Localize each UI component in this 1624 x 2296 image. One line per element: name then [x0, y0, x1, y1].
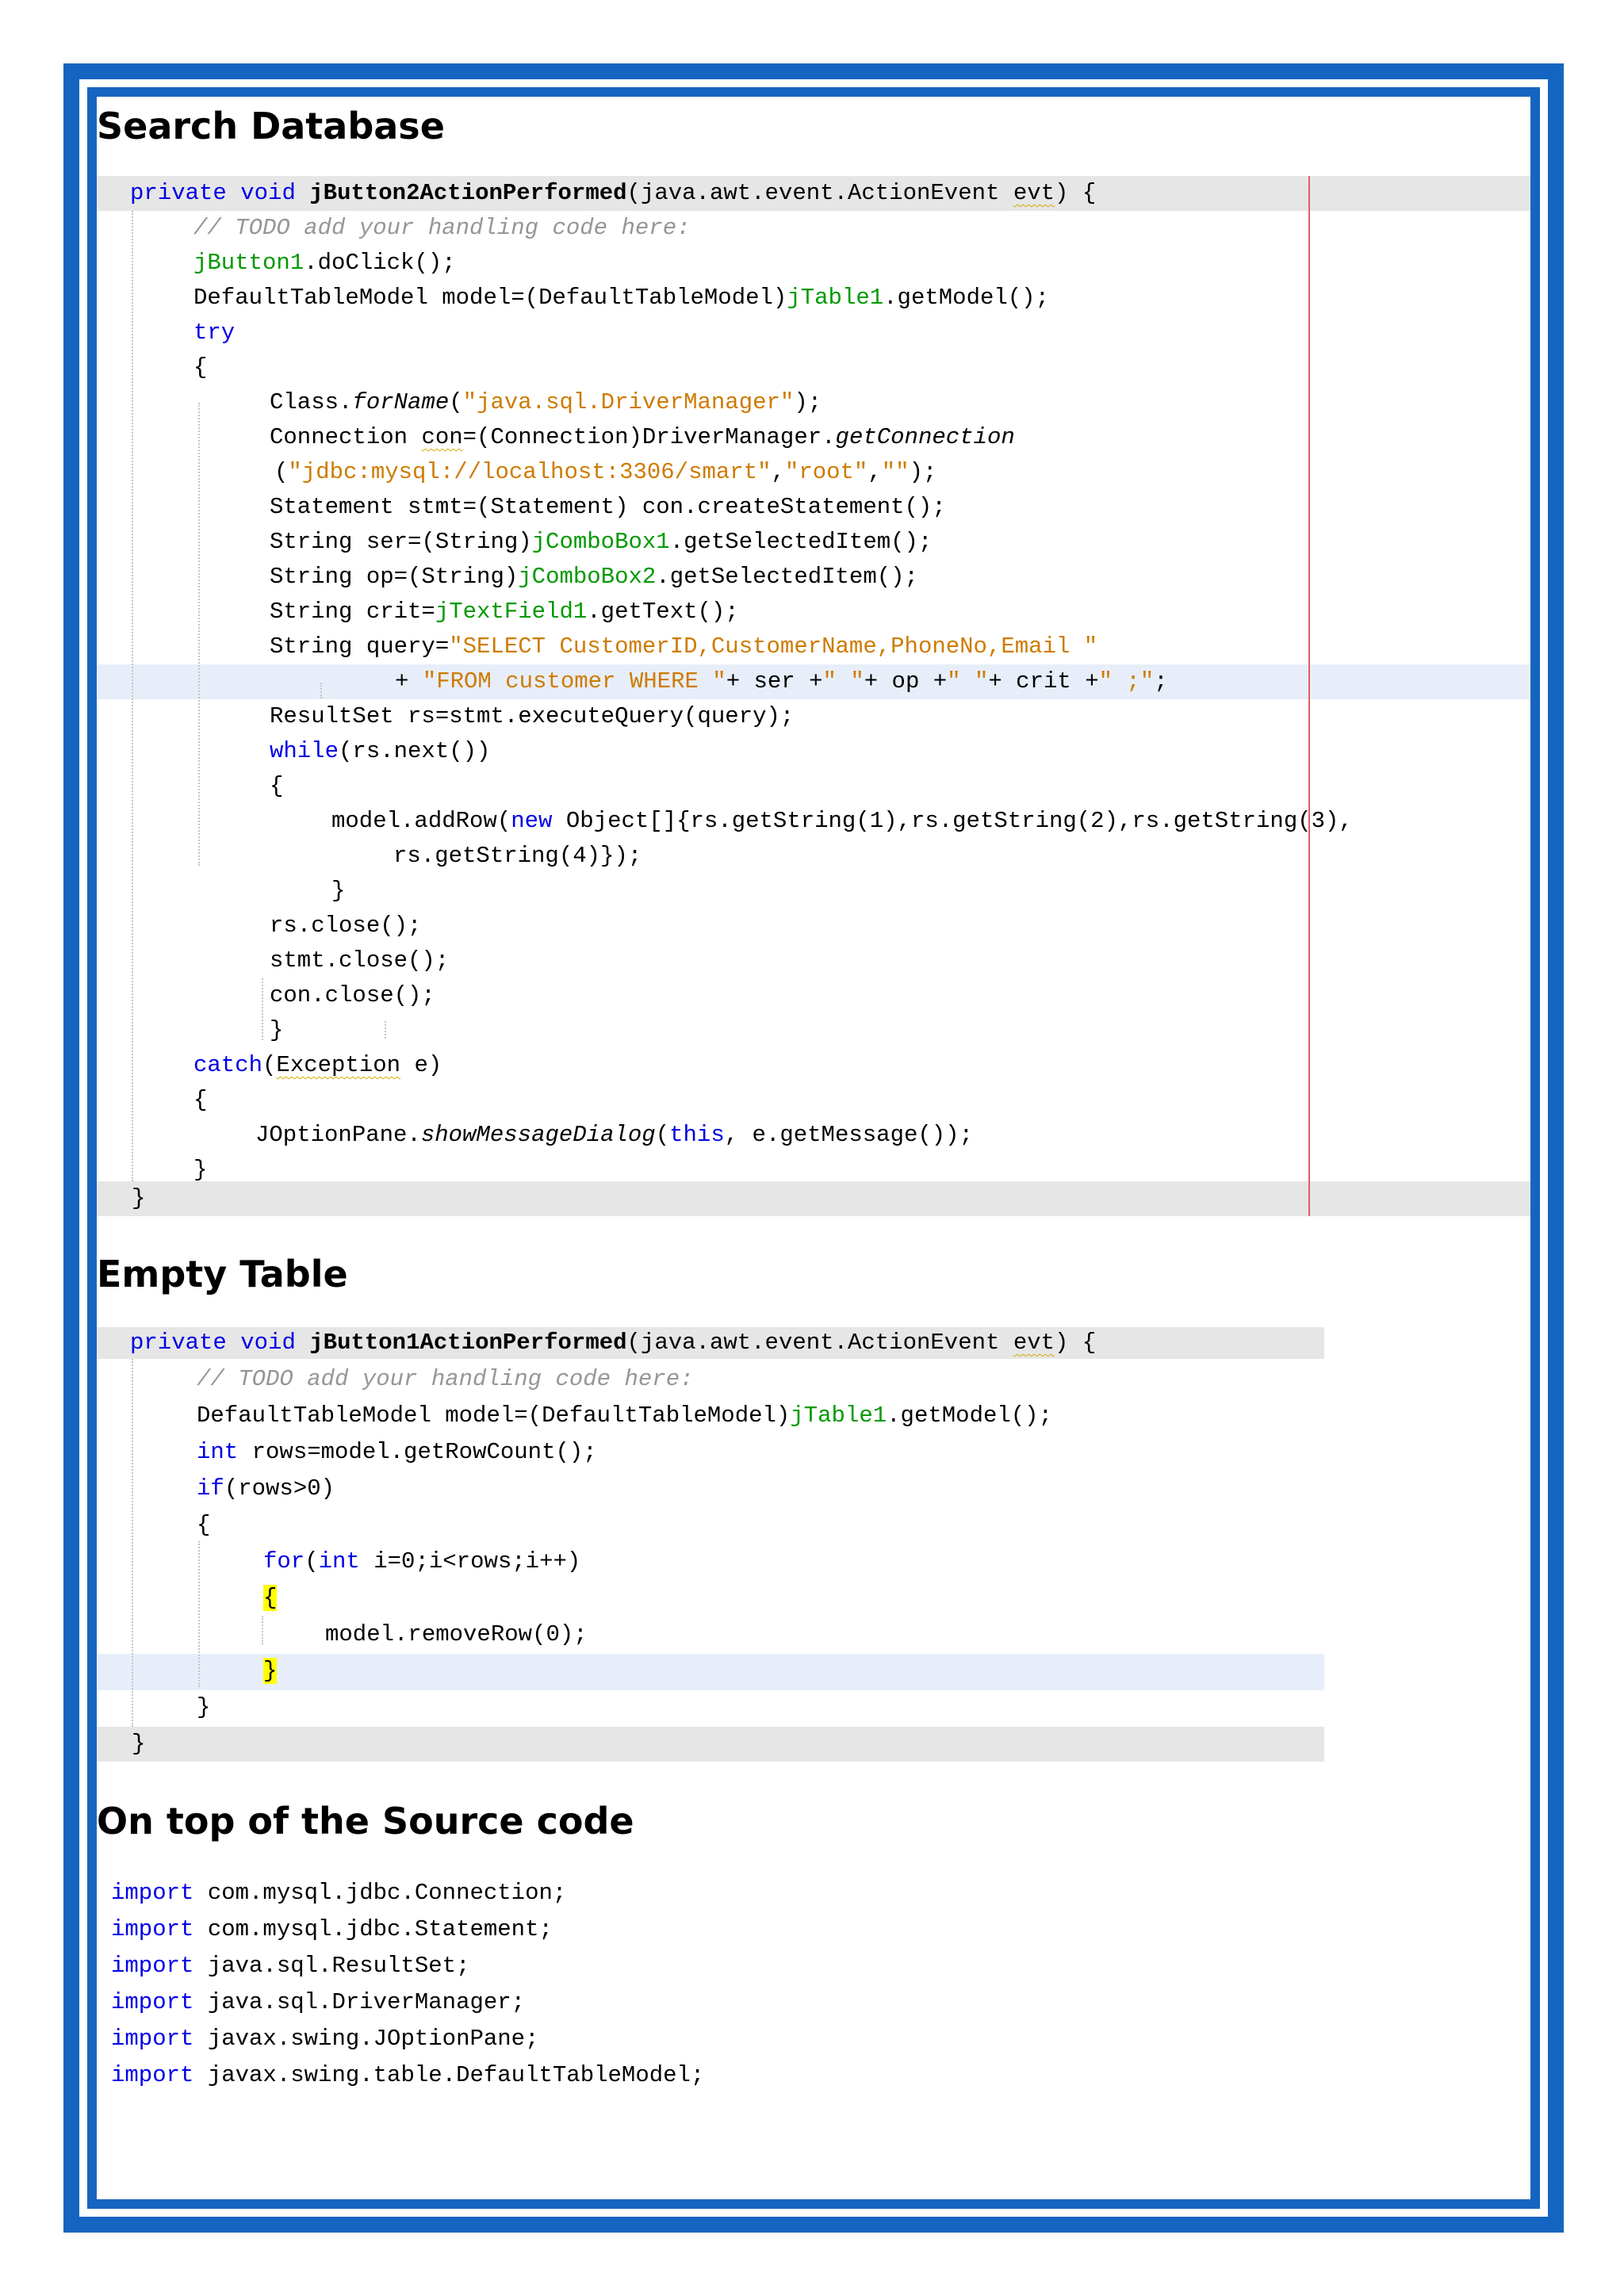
code-text: );	[909, 459, 937, 485]
keyword: import	[111, 1989, 194, 2015]
indent-guide	[262, 1616, 263, 1644]
indent-guide	[132, 211, 133, 1181]
section-title-imports: On top of the Source code	[97, 1800, 634, 1843]
code-text: ;	[1154, 668, 1168, 695]
code-text: String op=(String)	[270, 564, 519, 590]
static-method: forName	[352, 389, 450, 415]
static-method: showMessageDialog	[420, 1122, 656, 1148]
code-text: javax.swing.table.DefaultTableModel;	[193, 2062, 705, 2088]
string-literal: " ;"	[1098, 668, 1155, 695]
string-literal: "root"	[784, 459, 868, 485]
keyword: int	[318, 1548, 360, 1575]
code-text: );	[794, 389, 822, 415]
indent-guide	[320, 683, 322, 698]
code-line: Statement stmt=(Statement) con.createStatement();	[270, 494, 946, 520]
exception-type: Exception	[276, 1052, 401, 1078]
string-literal: "SELECT CustomerID,CustomerName,PhoneNo,Email "	[449, 633, 1098, 660]
code-text: (java.awt.event.ActionEvent	[626, 1330, 1013, 1356]
code-line	[270, 525, 932, 560]
field-ref: jComboBox1	[531, 529, 670, 555]
unused-param: evt	[1013, 1330, 1055, 1356]
keyword: new	[511, 808, 553, 834]
field-ref: jComboBox2	[518, 564, 657, 590]
code-line	[331, 804, 1353, 839]
code-text	[227, 1330, 240, 1356]
code-text: JOptionPane.	[255, 1122, 421, 1148]
code-text: .doClick();	[304, 250, 456, 276]
brace: {	[193, 1087, 208, 1113]
brace: }	[193, 1157, 208, 1183]
code-text: .getSelectedItem();	[656, 564, 918, 590]
brace: }	[197, 1694, 211, 1720]
code-line	[270, 385, 822, 420]
code-line	[263, 1581, 277, 1616]
keyword: for	[263, 1548, 305, 1575]
import-line	[111, 1912, 553, 1947]
import-line	[111, 1876, 566, 1911]
code-text: model.addRow(	[331, 808, 511, 834]
code-line	[130, 176, 1096, 211]
indent-guide	[385, 1021, 386, 1039]
code-line	[270, 560, 918, 595]
code-line	[263, 1544, 580, 1579]
indent-guide	[198, 1541, 200, 1687]
method-name: jButton1ActionPerformed	[309, 1330, 627, 1356]
import-line	[111, 1985, 525, 2020]
keyword: while	[270, 738, 339, 764]
code-line	[270, 595, 739, 629]
code-text: .getModel();	[887, 1402, 1052, 1429]
code-text: e)	[400, 1052, 442, 1078]
brace: {	[270, 773, 284, 799]
code-text: (rs.next())	[339, 738, 491, 764]
brace: }	[270, 1017, 284, 1043]
section-title-search-database: Search Database	[97, 105, 445, 147]
code-text: (	[262, 1052, 277, 1078]
right-margin-line	[1308, 176, 1310, 1216]
field-ref: jButton1	[193, 250, 304, 276]
keyword: int	[197, 1439, 239, 1465]
code-text: Connection	[270, 424, 422, 450]
brace: {	[193, 354, 208, 381]
code-line	[193, 1048, 442, 1083]
code-block-imports	[97, 1876, 969, 2106]
code-block-empty-table	[97, 1327, 1324, 1762]
method-footer-highlight	[97, 1181, 1530, 1216]
code-text	[227, 180, 240, 206]
code-line: model.removeRow(0);	[325, 1621, 588, 1647]
code-comment: // TODO add your handling code here:	[197, 1366, 694, 1392]
keyword: catch	[193, 1052, 263, 1078]
code-line	[197, 1471, 335, 1506]
keyword: import	[111, 2026, 194, 2052]
code-text: (	[304, 1548, 319, 1575]
code-line	[255, 1118, 973, 1153]
method-footer-highlight	[97, 1727, 1324, 1762]
code-text: java.sql.ResultSet;	[193, 1953, 470, 1979]
brace: }	[132, 1731, 146, 1757]
static-method: getConnection	[835, 424, 1015, 450]
code-text: + op +	[864, 668, 948, 695]
code-text: ) {	[1055, 180, 1097, 206]
import-line	[111, 2058, 704, 2093]
code-text: +	[395, 668, 423, 695]
keyword: this	[669, 1122, 725, 1148]
code-text: i=0;i<rows;i++)	[359, 1548, 581, 1575]
string-literal: "java.sql.DriverManager"	[462, 389, 795, 415]
code-text: Object[]{rs.getString(1),rs.getString(2),rs.getString(3),	[552, 808, 1353, 834]
code-text: com.mysql.jdbc.Statement;	[193, 1916, 553, 1942]
import-line	[111, 1949, 469, 1984]
code-text: java.sql.DriverManager;	[193, 1989, 526, 2015]
keyword: private	[130, 1330, 227, 1356]
code-text: ) {	[1055, 1330, 1097, 1356]
code-text: String ser=(String)	[270, 529, 532, 555]
keyword: import	[111, 2062, 194, 2088]
code-text: DefaultTableModel model=(DefaultTableModel)	[197, 1402, 791, 1429]
field-ref: jTable1	[790, 1402, 887, 1429]
code-line	[270, 734, 490, 769]
code-text: (	[449, 389, 463, 415]
code-line: ResultSet rs=stmt.executeQuery(query);	[270, 703, 795, 729]
code-text: + ser +	[726, 668, 823, 695]
code-text: ,	[868, 459, 882, 485]
code-line: con.close();	[270, 982, 435, 1008]
code-text: (	[655, 1122, 670, 1148]
indent-guide	[262, 978, 263, 1040]
code-line	[197, 1399, 1052, 1433]
method-name: jButton2ActionPerformed	[309, 180, 627, 206]
code-text: (	[274, 459, 289, 485]
code-text: .getText();	[587, 599, 739, 625]
indent-guide	[198, 403, 200, 866]
keyword: try	[193, 320, 236, 346]
code-line: rs.close();	[270, 913, 422, 939]
code-line	[263, 1654, 277, 1689]
code-line	[193, 246, 456, 281]
code-line	[197, 1435, 597, 1470]
code-text: , e.getMessage());	[724, 1122, 973, 1148]
code-text	[296, 1330, 309, 1356]
code-block-search-database	[97, 176, 1530, 1216]
code-line	[270, 629, 1097, 664]
keyword: void	[240, 180, 296, 206]
string-literal: ""	[881, 459, 910, 485]
brace: {	[197, 1512, 211, 1538]
code-text: com.mysql.jdbc.Connection;	[193, 1880, 567, 1906]
code-line	[270, 420, 1015, 455]
matched-brace: {	[263, 1585, 278, 1611]
keyword: import	[111, 1953, 194, 1979]
code-line: stmt.close();	[270, 947, 450, 974]
keyword: private	[130, 180, 227, 206]
code-text: rows=model.getRowCount();	[238, 1439, 597, 1465]
page-content	[97, 97, 1530, 2199]
code-line: rs.getString(4)});	[393, 843, 642, 869]
keyword: if	[197, 1475, 224, 1502]
code-line	[274, 455, 936, 490]
import-line	[111, 2022, 539, 2057]
indent-guide	[132, 1359, 133, 1727]
keyword: void	[240, 1330, 296, 1356]
code-text: .getSelectedItem();	[669, 529, 933, 555]
section-title-empty-table: Empty Table	[97, 1253, 348, 1295]
code-line	[130, 1326, 1096, 1360]
brace: }	[331, 878, 346, 904]
code-comment: // TODO add your handling code here:	[193, 215, 691, 241]
code-text: .getModel();	[883, 285, 1049, 311]
string-literal: "jdbc:mysql://localhost:3306/smart"	[288, 459, 772, 485]
code-line	[193, 281, 1049, 316]
code-text	[296, 180, 309, 206]
string-literal: " "	[822, 668, 864, 695]
code-text: (rows>0)	[224, 1475, 335, 1502]
string-literal: " "	[947, 668, 989, 695]
code-text: + crit +	[988, 668, 1099, 695]
keyword: import	[111, 1916, 194, 1942]
keyword: import	[111, 1880, 194, 1906]
brace: }	[132, 1185, 146, 1211]
field-ref: jTable1	[787, 285, 884, 311]
code-text: String crit=	[270, 599, 435, 625]
code-text: DefaultTableModel model=(DefaultTableModel)	[193, 285, 787, 311]
code-text: javax.swing.JOptionPane;	[193, 2026, 539, 2052]
string-literal: "FROM customer WHERE "	[422, 668, 726, 695]
code-text: (java.awt.event.ActionEvent	[626, 180, 1013, 206]
code-text: ,	[771, 459, 785, 485]
matched-brace: }	[263, 1658, 278, 1684]
code-text: =(Connection)DriverManager.	[462, 424, 836, 450]
field-ref: jTextField1	[435, 599, 588, 625]
unused-var: con	[421, 424, 463, 450]
code-text: String query=	[270, 633, 450, 660]
unused-param: evt	[1013, 180, 1055, 206]
code-text: Class.	[270, 389, 353, 415]
current-line-highlight	[97, 1654, 1324, 1690]
code-line	[395, 664, 1168, 699]
